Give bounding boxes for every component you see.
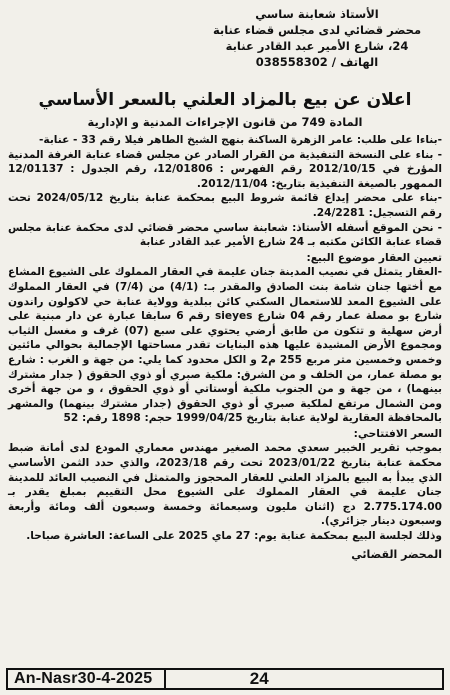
notice-body bbox=[8, 133, 442, 544]
page-footer bbox=[6, 668, 444, 690]
judgment-paragraph: - بناء على النسخة التنفيذية من القرار الصادر عن مجلس قضاء عنابة الغرفة المدنية المؤرخ في 2012/10/15 رقم الفهرس : 12/01806، رقم الجدول : 12/01137 الممهور بالصيغة التنفيذية بتاريخ: 2012/11/04. bbox=[8, 148, 442, 190]
bailiff-title: محضر قضائي لدى مجلس قضاء عنابة bbox=[212, 23, 422, 37]
bailiff-header bbox=[192, 6, 442, 70]
bailiff-phone: الهاتف / 038558302 bbox=[255, 55, 379, 69]
session-paragraph: وذلك لجلسة البيع بمحكمة عنابة يوم: 27 ماي 2025 على الساعة: العاشرة صباحا. bbox=[26, 530, 442, 543]
price-heading: السعر الافتتاحي: bbox=[353, 427, 442, 440]
property-heading: تعيين العقار موضوع البيع: bbox=[306, 251, 442, 264]
price-paragraph: بموجب تقرير الخبير سعدي محمد الصغير مهندس معماري المودع لدى أمانة ضبط محكمة عنابة بتاريخ 2023/01/22 تحت رقم 2023/18، والذي حدد الثمن الأساسي الذي يبدأ به البيع بالمزاد العلني للعقار المحجوز والمتمثل في النصيب العائد للمدينة جنان عليمة في العقار المملوك على الشيوع محل التقييم بمبلغ يقدر بـ 2.775.174.00 دج (اثنان مليون وسبعمائة وخمسة وسبعون ألف ومائة وأربعة وسبعون دينار جزائري). bbox=[8, 442, 442, 528]
page-number: 24 bbox=[249, 669, 269, 688]
property-description: -العقار يتمثل في نصيب المدينة جنان عليمة في العقار المملوك على الشيوع المشاع مع أختها جنان شامة بنت الصادق والمقدر بـ: (4/1) من (7/4) في العقار المملوك على الشيوع المعد للاستعمال السكني كائن ببلدية وولاية عنابة حي لاكولون راندون شارع بو مصلة عمار رقم 04 شارع sieyes رقم 6 سابقا عبارة عن دار مبنية على أرض سهلية و تتكون من طابق أرضي يحتوي على سبع (07) غرف و مغسل الثياب ومجموع الأرض المشيدة عليها هذه البنايات تقدر مساحتها الإجمالية بحوالي مائتين وخمس وخمسين متر مربع 255 م2 و الكل محدود كما يلي: من جهة و الغرب : شارع بو مصلة عمار، من الخلف و من الشرق: ملكية صبري أو ذوي الحقوق ( جدار مشترك بينهما) ، من جهة و من الجنوب ملكية أوستاتي أو ذوي الحقوق ، و من جهة أخرى ومن الشمال مرتفع لملكية صبري أو ذوي الحقوق (جدار مشترك بينهما) والمشهر بالمحافظة العقارية لولاية عنابة بتاريخ 1999/04/25 حجم: 1898 رقم: 52 bbox=[8, 266, 443, 425]
bailiff-paragraph: - نحن الموقع أسفله الأستاذ: شعابنة ساسي محضر قضائي لدى محكمة عنابة مجلس قضاء عنابة الكائن مكتبه بـ 24 شارع الأمير عبد القادر عنابة bbox=[8, 221, 442, 249]
bailiff-address: 24، شارع الأمير عبد القادر عنابة bbox=[225, 39, 409, 53]
signature: المحضر القضائي bbox=[351, 547, 442, 561]
notice-subtitle: المادة 749 من قانون الإجراءات المدنية و الإدارية bbox=[87, 115, 363, 129]
notice-title: اعلان عن بيع بالمزاد العلني بالسعر الأساسي bbox=[38, 90, 412, 110]
request-paragraph: -بناءا على طلب: عامر الزهرة الساكنة بنهج الشيخ الطاهر فيلا رقم 33 - عنابة- bbox=[39, 134, 442, 146]
publication-date: An-Nasr30-4-2025 bbox=[14, 670, 153, 687]
bailiff-name: الأستاذ شعابنة ساسي bbox=[255, 7, 379, 21]
deposit-paragraph: -بناء على محضر إيداع قائمة شروط البيع بمحكمة عنابة بتاريخ 2024/05/12 تحت رقم التسجيل: 24/2281. bbox=[8, 192, 442, 219]
